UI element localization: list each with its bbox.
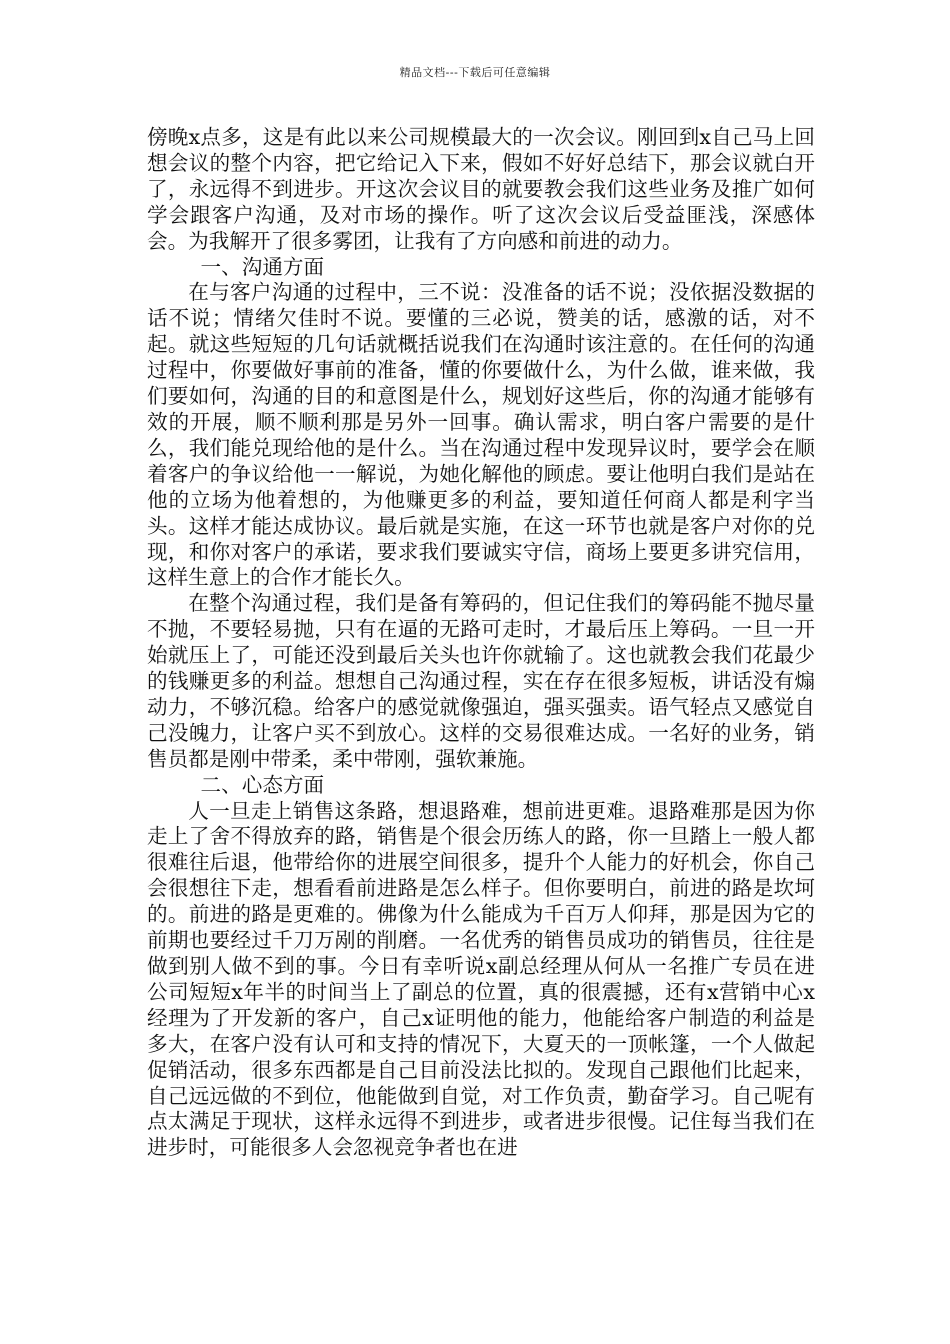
paragraph-communication-2: 在整个沟通过程，我们是备有筹码的，但记住我们的筹码能不抛尽量不抛，不要轻易抛，只有在逼的无路可走时，才最后压上筹码。一旦一开始就压上了，可能还没到最后关头也许你就输了。这也就教会我们花最少的钱赚更多的利益。想想自己沟通过程，实在存在很多短板，讲话没有煽动力，不够沉稳。给客户的感觉就像强迫，强买强卖。语气轻点又感觉自己没魄力，让客户买不到放心。这样的交易很难达成。一名好的业务，销售员都是刚中带柔，柔中带刚，强软兼施。 — [147, 591, 815, 771]
paragraph-communication-1: 在与客户沟通的过程中，三不说：没准备的话不说；没依据没数据的话不说；情绪欠佳时不说。要懂的三必说，赞美的话，感激的话，对不起。就这些短短的几句话就概括说我们在沟通时该注意的。在任何的沟通过程中，你要做好事前的准备，懂的你要做什么，为什么做，谁来做，我们要如何，沟通的目的和意图是什么，规划好这些后，你的沟通才能够有效的开展，顺不顺利那是另外一回事。确认需求，明白客户需要的是什么，我们能兑现给他的是什么。当在沟通过程中发现异议时，要学会在顺着客户的争议给他一一解说，为她化解他的顾虑。要让他明白我们是站在他的立场为他着想的，为他赚更多的利益，要知道任何商人都是利字当头。这样才能达成协议。最后就是实施，在这一环节也就是客户对你的兑现，和你对客户的承诺，要求我们要诚实守信，商场上要更多讲究信用，这样生意上的合作才能长久。 — [147, 280, 815, 590]
paragraph-intro: 傍晚x点多，这是有此以来公司规模最大的一次会议。刚回到x自己马上回想会议的整个内容，把它给记入下来，假如不好好总结下，那会议就白开了，永远得不到进步。开这次会议目的就要教会我们这些业务及推广如何学会跟客户沟通，及对市场的操作。听了这次会议后受益匪浅，深感体会。为我解开了很多雾团，让我有了方向感和前进的动力。 — [147, 125, 815, 253]
page-header: 精品文档---下载后可任意编辑 — [399, 66, 551, 79]
document-body — [147, 125, 815, 1161]
paragraph-mindset-1: 人一旦走上销售这条路，想退路难，想前进更难。退路难那是因为你走上了舍不得放弃的路，销售是个很会历练人的路，你一旦踏上一般人都很难往后退，他带给你的进展空间很多，提升个人能力的好机会，你自己会很想往下走，想看看前进路是怎么样子。但你要明白，前进的路是坎坷的。前进的路是更难的。佛像为什么能成为千百万人仰拜，那是因为它的前期也要经过千刀万剐的削磨。一名优秀的销售员成功的销售员，往往是做到别人做不到的事。今日有幸听说x副总经理从何从一名推广专员在进公司短短x年半的时间当上了副总的位置，真的很震撼，还有x营销中心x经理为了开发新的客户，自己x证明他的能力，他能给客户制造的利益是多大，在客户没有认可和支持的情况下，大夏天的一顶帐篷，一个人做起促销活动，很多东西都是自己目前没法比拟的。发现自己跟他们比起来，自己远远做的不到位，他能做到自觉，对工作负责，勤奋学习。自己呢有点太满足于现状，这样永远得不到进步，或者进步很慢。记住每当我们在进步时，可能很多人会忽视竞争者也在进 — [147, 798, 815, 1160]
section-heading-mindset: 二、心态方面 — [200, 772, 325, 797]
section-heading-communication: 一、沟通方面 — [200, 254, 325, 279]
